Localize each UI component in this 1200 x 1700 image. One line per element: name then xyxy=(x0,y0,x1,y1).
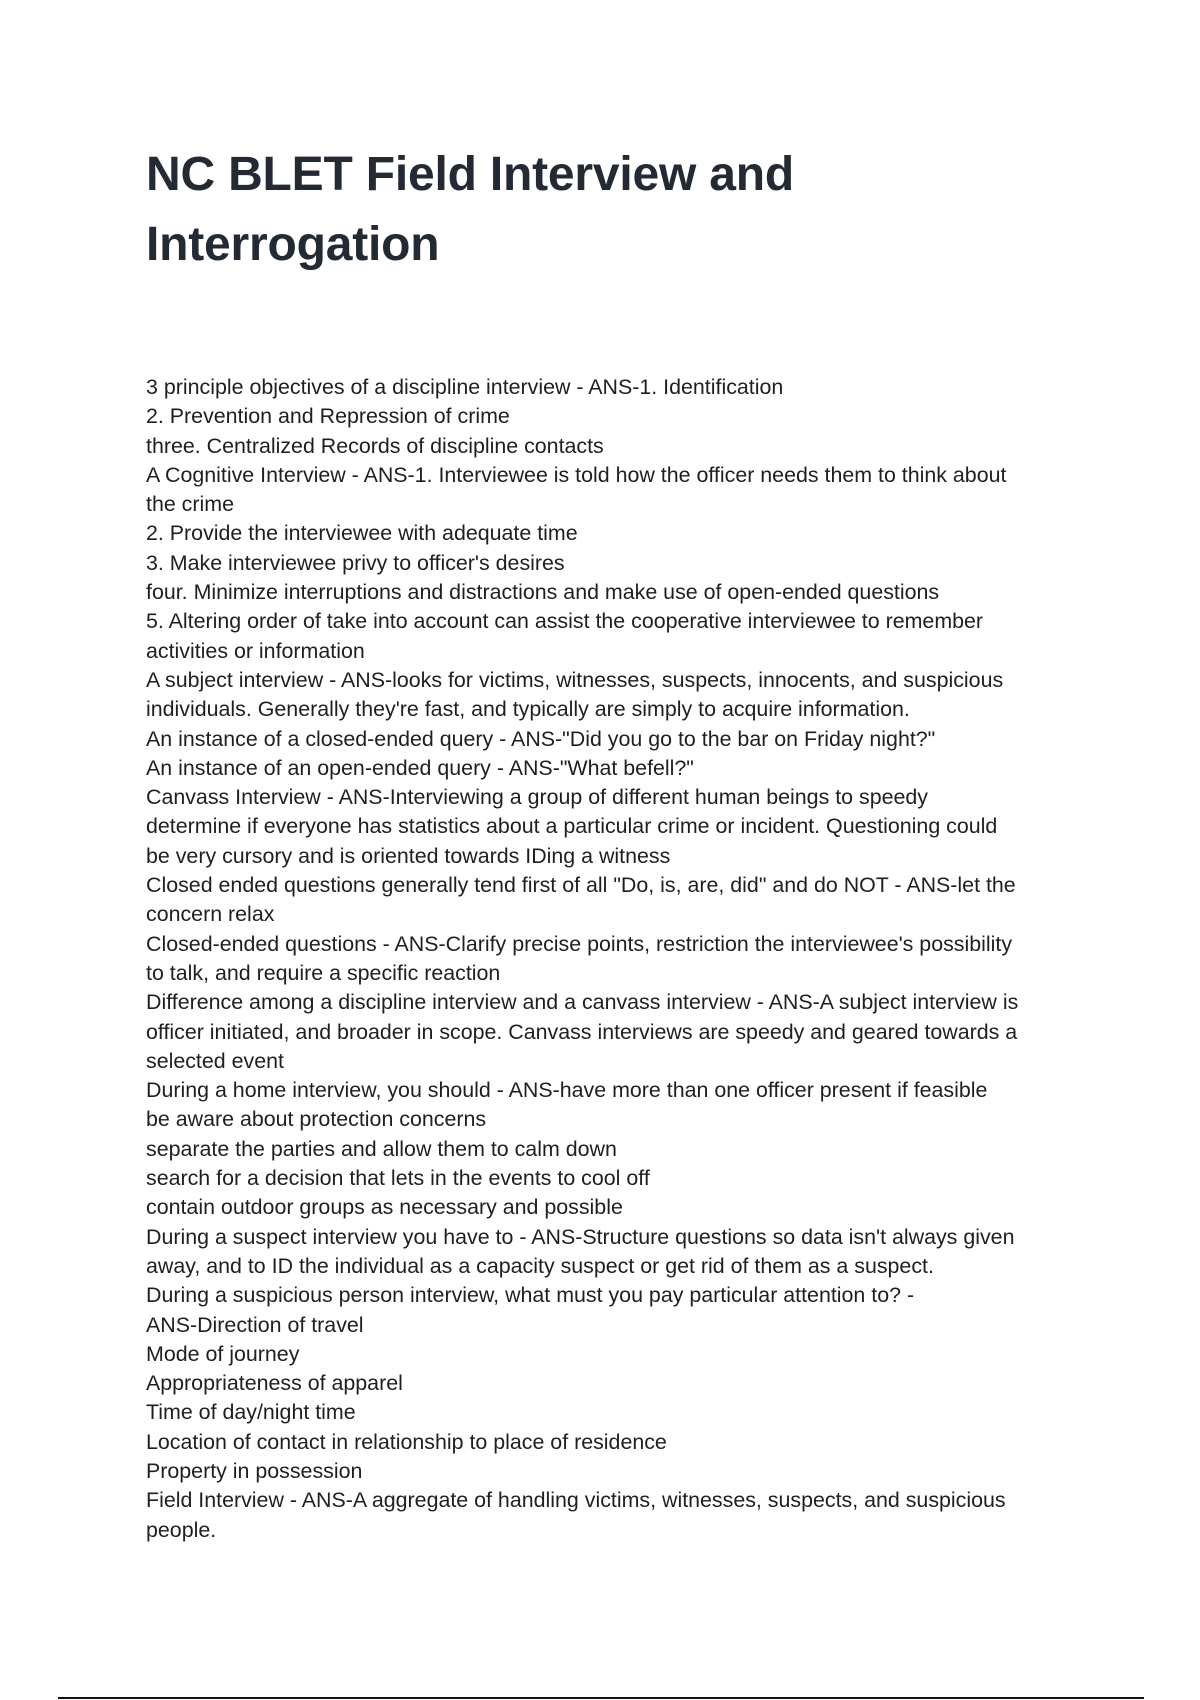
text-line: Closed ended questions generally tend first of all "Do, is, are, did" and do NOT - ANS-let the xyxy=(146,873,1016,898)
text-line: activities or information xyxy=(146,638,365,663)
text-line: search for a decision that lets in the events to cool off xyxy=(146,1166,650,1191)
text-line: 5. Altering order of take into account can assist the cooperative interviewee to remember xyxy=(146,609,984,634)
text-line: Field Interview - ANS-A aggregate of handling victims, witnesses, suspects, and suspicious xyxy=(146,1488,1006,1513)
text-line: During a home interview, you should - ANS-have more than one officer present if feasible xyxy=(146,1078,988,1103)
text-line: separate the parties and allow them to calm down xyxy=(146,1136,617,1161)
title-line-1: NC BLET Field Interview and xyxy=(146,148,795,201)
text-line: away, and to ID the individual as a capacity suspect or get rid of them as a suspect. xyxy=(146,1253,934,1278)
text-line: Canvass Interview - ANS-Interviewing a group of different human beings to speedy xyxy=(146,785,928,810)
text-line: During a suspect interview you have to - ANS-Structure questions so data isn't always given xyxy=(146,1224,1015,1249)
text-line: Difference among a discipline interview and a canvass interview - ANS-A subject interview is xyxy=(146,990,1019,1015)
text-line: 3 principle objectives of a discipline interview - ANS-1. Identification xyxy=(146,375,784,399)
text-line: determine if everyone has statistics about a particular crime or incident. Questioning could xyxy=(146,814,998,839)
text-line: 3. Make interviewee privy to officer's desires xyxy=(146,550,565,575)
text-line: 2. Prevention and Repression of crime xyxy=(146,404,510,429)
text-line: concern relax xyxy=(146,902,275,927)
text-line: A subject interview - ANS-looks for victims, witnesses, suspects, innocents, and suspicious xyxy=(146,667,1004,692)
text-line: An instance of an open-ended query - ANS-"What befell?" xyxy=(146,755,694,780)
text-line: contain outdoor groups as necessary and possible xyxy=(146,1195,623,1220)
page-title xyxy=(146,140,1086,280)
text-line: the crime xyxy=(146,492,234,517)
title-line-2: Interrogation xyxy=(146,218,440,271)
text-line: to talk, and require a specific reaction xyxy=(146,960,501,985)
text-line: selected event xyxy=(146,1048,284,1073)
text-line: be very cursory and is oriented towards IDing a witness xyxy=(146,843,671,868)
text-line: people. xyxy=(146,1517,217,1542)
text-line: A Cognitive Interview - ANS-1. Interviewee is told how the officer needs them to think about xyxy=(146,462,1007,487)
page-bottom-divider xyxy=(58,1697,1144,1699)
text-line: Closed-ended questions - ANS-Clarify precise points, restriction the interviewee's possibility xyxy=(146,931,1013,956)
text-line: Mode of journey xyxy=(146,1341,300,1366)
text-line: Appropriateness of apparel xyxy=(146,1371,403,1396)
text-line: During a suspicious person interview, what must you pay particular attention to? - xyxy=(146,1283,915,1308)
text-line: four. Minimize interruptions and distractions and make use of open-ended questions xyxy=(146,580,940,605)
text-line: An instance of a closed-ended query - ANS-"Did you go to the bar on Friday night?" xyxy=(146,726,936,751)
text-line: Location of contact in relationship to place of residence xyxy=(146,1429,667,1454)
text-line: individuals. Generally they're fast, and typically are simply to acquire information. xyxy=(146,697,910,722)
text-line: Time of day/night time xyxy=(146,1400,356,1425)
text-line: officer initiated, and broader in scope. Canvass interviews are speedy and geared towards a xyxy=(146,1019,1018,1044)
text-line: three. Centralized Records of discipline contacts xyxy=(146,433,604,458)
text-line: 2. Provide the interviewee with adequate time xyxy=(146,521,578,546)
body-text xyxy=(146,373,1066,1545)
text-line: ANS-Direction of travel xyxy=(146,1312,364,1337)
text-line: be aware about protection concerns xyxy=(146,1107,487,1132)
text-line: Property in possession xyxy=(146,1458,363,1483)
